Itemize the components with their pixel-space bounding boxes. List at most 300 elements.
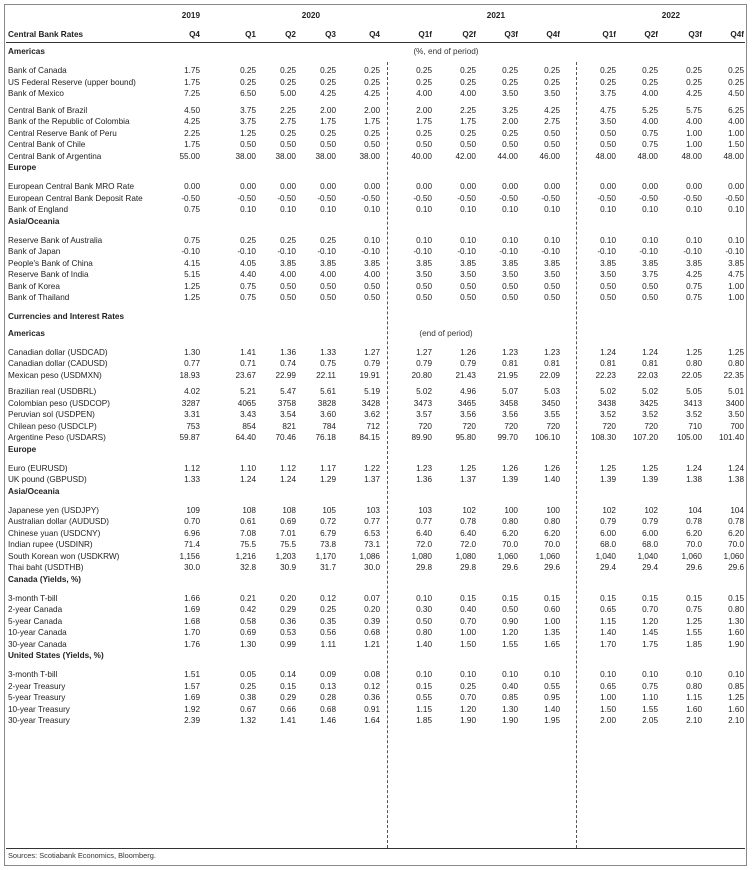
table-cell: 0.25 [416,66,432,75]
table-cell: 0.25 [364,128,380,138]
table-cell: 1.69 [184,605,200,614]
table-cell: 3450 [541,398,560,408]
table-cell: 7.01 [280,528,296,538]
table-cell: 0.78 [728,517,744,526]
table-cell: 6.40 [416,528,432,538]
table-cell: 1.29 [320,475,336,484]
table-cell: 1.25 [642,463,658,473]
units-note: (%, end of period) [413,47,479,56]
table-cell: 1,086 [359,551,380,561]
table-cell: 29.4 [600,563,616,572]
table-cell: 55.00 [179,151,200,161]
table-cell: 0.25 [686,77,702,87]
table-cell: 3.85 [460,258,476,268]
table-cell: -0.10 [683,247,702,256]
table-cell: 0.20 [364,605,380,614]
table-cell: 0.15 [600,593,616,603]
table-cell: -0.10 [277,247,296,256]
table-cell: 0.15 [502,593,518,603]
row-label: Canadian dollar (CADUSD) [8,359,108,368]
table-cell: 2.05 [642,716,658,725]
table-cell: 0.10 [642,670,658,679]
table-cell: 4.00 [320,270,336,279]
table-cell: 0.38 [240,693,256,702]
table-cell: 1.41 [240,347,256,357]
table-cell: 38.00 [315,151,336,161]
table-cell: 4.00 [642,117,658,126]
table-cell: 0.00 [686,182,702,191]
table-cell: 4.00 [364,270,380,279]
table-row [0,539,752,551]
table-cell: 1.75 [642,639,658,649]
table-cell: 3.85 [544,258,560,268]
table-cell: 0.05 [240,670,256,679]
table-cell: 3.56 [502,410,518,419]
table-cell: 64.40 [235,433,256,442]
table-cell: 0.10 [642,205,658,214]
table-cell: 0.69 [240,628,256,637]
row-label: Chinese yuan (USDCNY) [8,528,101,538]
table-cell: -0.10 [237,247,256,256]
table-cell: 0.91 [364,704,380,714]
row-label: Reserve Bank of Australia [8,235,103,245]
table-cell: 0.70 [460,616,476,626]
table-cell: -0.50 [237,193,256,203]
table-row [0,616,752,628]
section-header-label: Europe [8,444,37,454]
table-row [0,281,752,293]
table-cell: 0.25 [502,66,518,75]
table-cell: 1.70 [600,639,616,649]
table-cell: 0.10 [416,205,432,214]
table-cell: 1.55 [686,628,702,637]
row-label: Mexican peso (USDMXN) [8,370,102,380]
table-cell: 854 [242,421,256,431]
table-cell: 101.40 [718,433,744,442]
table-cell: 0.10 [600,235,616,245]
table-cell: 4.25 [544,105,560,115]
table-cell: 0.25 [600,77,616,87]
table-cell: 1.10 [240,463,256,473]
table-cell: 0.75 [184,205,200,214]
table-cell: 0.50 [240,140,256,149]
table-cell: 0.81 [502,359,518,368]
table-cell: 1.25 [686,347,702,357]
table-cell: 4.75 [600,105,616,115]
table-cell: 720 [462,421,476,431]
table-cell: 0.29 [280,605,296,614]
table-cell: 1.76 [184,639,200,649]
table-cell: 1.66 [184,593,200,603]
table-cell: 3.25 [502,105,518,115]
table-cell: 0.09 [320,670,336,679]
table-cell: 0.50 [502,281,518,291]
table-cell: 4.75 [728,270,744,279]
table-cell: -0.50 [499,193,518,203]
table-cell: -0.50 [317,193,336,203]
table-cell: 1.15 [686,693,702,702]
table-cell: 1.33 [184,475,200,484]
table-cell: 6.20 [686,528,702,538]
table-cell: 0.00 [460,182,476,191]
row-label: European Central Bank MRO Rate [8,182,135,191]
row-label: 5-year Treasury [8,693,66,702]
table-cell: -0.10 [597,247,616,256]
table-cell: 95.80 [455,433,476,442]
table-cell: 0.25 [460,681,476,691]
header-rule [6,42,745,43]
table-cell: 22.03 [637,370,658,380]
table-cell: 720 [644,421,658,431]
table-cell: 0.75 [240,293,256,302]
table-cell: 1,060 [497,551,518,561]
table-cell: 1.20 [642,616,658,626]
table-cell: 4.00 [728,117,744,126]
row-label: Central Bank of Argentina [8,151,102,161]
quarter-header: Q1f [602,30,616,39]
table-cell: 6.53 [364,528,380,538]
table-cell: 6.96 [184,528,200,538]
table-cell: 0.20 [280,593,296,603]
row-label: Central Bank of Chile [8,140,86,149]
table-cell: 100 [546,505,560,515]
table-cell: 0.50 [460,140,476,149]
table-cell: 1.90 [502,716,518,725]
table-cell: 29.8 [460,563,476,572]
table-cell: 6.25 [728,105,744,115]
row-label: Bank of England [8,205,69,214]
table-cell: 109 [186,505,200,515]
quarter-header-row [0,29,752,41]
section-header-label: United States (Yields, %) [8,651,104,660]
table-row [0,235,752,247]
table-cell: 6.20 [502,528,518,538]
row-label: Brazilian real (USDBRL) [8,387,97,396]
table-cell: 710 [688,421,702,431]
table-cell: 0.00 [240,182,256,191]
table-cell: 0.65 [600,681,616,691]
table-cell: 0.50 [544,140,560,149]
row-label: Canadian dollar (USDCAD) [8,347,108,357]
table-cell: 76.18 [315,433,336,442]
table-cell: 3.55 [544,410,560,419]
table-cell: 1.20 [460,704,476,714]
table-cell: 0.50 [416,140,432,149]
row-label: Central Bank of Brazil [8,105,88,115]
section-title-label: Currencies and Interest Rates [8,311,125,321]
table-cell: 0.25 [460,77,476,87]
table-cell: 107.20 [632,433,658,442]
row-label: Japanese yen (USDJPY) [8,505,100,515]
table-cell: 0.50 [364,293,380,302]
table-cell: 5.75 [686,105,702,115]
table-row [0,692,752,704]
table-cell: 5.47 [280,387,296,396]
table-cell: 32.8 [240,563,256,572]
table-cell: 84.15 [359,433,380,442]
section-header [0,162,752,174]
table-row [0,193,752,205]
table-cell: 108 [242,505,256,515]
table-cell: 3.57 [416,410,432,419]
table-cell: 0.15 [280,681,296,691]
table-cell: 0.10 [502,235,518,245]
table-cell: 0.25 [320,128,336,138]
table-cell: 0.70 [642,605,658,614]
table-cell: 1.23 [544,347,560,357]
table-cell: 1.40 [416,639,432,649]
table-cell: 70.0 [502,540,518,549]
table-cell: 0.25 [320,77,336,87]
table-cell: 1.65 [544,639,560,649]
table-cell: 1.55 [502,639,518,649]
table-cell: -0.10 [181,247,200,256]
table-cell: 105 [322,505,336,515]
table-cell: 0.50 [600,281,616,291]
table-cell: 0.10 [686,205,702,214]
table-cell: 720 [546,421,560,431]
table-cell: 0.36 [364,693,380,702]
table-cell: 0.55 [544,681,560,691]
table-cell: 0.75 [642,681,658,691]
table-cell: 0.53 [280,628,296,637]
quarter-header: Q4 [189,30,200,39]
table-cell: 1.90 [460,716,476,725]
row-label: People's Bank of China [8,258,93,268]
table-cell: 1,216 [235,551,256,561]
table-cell: 1.30 [502,704,518,714]
table-cell: 89.90 [411,433,432,442]
table-cell: 1.10 [642,693,658,702]
table-cell: 75.5 [240,540,256,549]
divider-2022 [576,62,577,848]
table-cell: 0.25 [544,66,560,75]
row-label: Australian dollar (AUDUSD) [8,517,110,526]
table-cell: 0.25 [320,605,336,614]
table-cell: 0.25 [364,77,380,87]
table-cell: 0.68 [320,704,336,714]
table-cell: 0.50 [280,293,296,302]
table-row [0,77,752,89]
table-cell: 0.25 [502,77,518,87]
divider-2021 [387,62,388,848]
table-cell: 1.51 [184,670,200,679]
table-cell: 1.50 [728,140,744,149]
table-cell: 1.17 [320,463,336,473]
table-cell: 1.64 [364,716,380,725]
table-cell: 1.24 [686,463,702,473]
table-cell: 48.00 [595,151,616,161]
table-cell: 0.00 [600,182,616,191]
table-cell: 0.00 [320,182,336,191]
table-cell: 1.41 [280,716,296,725]
row-label: UK pound (GBPUSD) [8,475,87,484]
table-cell: 1,080 [455,551,476,561]
table-cell: 0.00 [184,182,200,191]
table-cell: 5.02 [416,387,432,396]
table-cell: -0.10 [457,247,476,256]
table-cell: 2.00 [600,716,616,725]
row-label: Reserve Bank of India [8,270,89,279]
row-label: Bank of Mexico [8,89,64,98]
table-cell: 0.13 [320,681,336,691]
table-cell: 3.50 [544,89,560,98]
table-cell: 1,040 [595,551,616,561]
table-cell: 0.80 [728,605,744,614]
table-cell: 7.25 [184,89,200,98]
table-cell: 1.40 [544,704,560,714]
table-cell: 0.12 [320,593,336,603]
table-cell: 3.85 [416,258,432,268]
table-row [0,181,752,193]
table-cell: 1.50 [460,639,476,649]
table-cell: 1.75 [184,77,200,87]
row-label: US Federal Reserve (upper bound) [8,77,136,87]
section-header [0,650,752,662]
table-cell: 3.85 [728,258,744,268]
table-cell: 0.50 [416,616,432,626]
table-cell: 44.00 [497,151,518,161]
table-cell: 0.15 [416,681,432,691]
table-cell: 0.90 [502,616,518,626]
table-cell: 1.60 [728,704,744,714]
table-cell: 19.91 [359,370,380,380]
table-cell: 1,060 [723,551,744,561]
table-cell: 0.40 [502,681,518,691]
table-cell: 4.00 [642,89,658,98]
table-cell: 0.25 [460,66,476,75]
table-cell: 3.52 [600,410,616,419]
table-cell: 108.30 [590,433,616,442]
table-cell: 22.11 [316,370,336,380]
table-cell: 0.75 [240,281,256,291]
table-cell: -0.50 [413,193,432,203]
table-cell: 0.00 [364,182,380,191]
table-cell: 2.10 [728,716,744,725]
table-cell: 1.60 [728,628,744,637]
table-cell: 0.15 [460,593,476,603]
table-cell: 0.50 [320,293,336,302]
table-cell: 1,170 [315,551,336,561]
table-cell: 0.08 [364,670,380,679]
row-label: Chilean peso (USDCLP) [8,421,97,431]
table-cell: 0.67 [240,704,256,714]
table-cell: 0.81 [642,359,658,368]
table-cell: 4.50 [184,105,200,115]
table-cell: 73.1 [364,540,380,549]
table-cell: 0.40 [460,605,476,614]
table-cell: 0.75 [686,281,702,291]
table-cell: 1.23 [502,347,518,357]
table-cell: 0.30 [416,605,432,614]
table-cell: 3.43 [240,410,256,419]
table-cell: 70.0 [728,540,744,549]
table-cell: 1.00 [728,128,744,138]
table-cell: 0.80 [544,517,560,526]
table-cell: 0.10 [364,205,380,214]
table-cell: 4.05 [240,258,256,268]
table-cell: 104 [688,505,702,515]
table-cell: 5.07 [502,387,518,396]
table-cell: 22.09 [539,370,560,380]
table-cell: 0.10 [686,235,702,245]
table-cell: 0.66 [280,704,296,714]
table-cell: 1.35 [544,628,560,637]
table-cell: 103 [418,505,432,515]
table-row [0,528,752,540]
table-cell: 0.25 [728,66,744,75]
table-cell: -0.50 [683,193,702,203]
table-cell: 48.00 [681,151,702,161]
table-cell: 1.70 [184,628,200,637]
table-cell: 0.10 [416,593,432,603]
table-cell: 1.75 [364,117,380,126]
table-cell: 1.75 [184,140,200,149]
table-cell: 0.25 [240,66,256,75]
table-row [0,358,752,370]
table-cell: 5.15 [184,270,200,279]
table-cell: 0.25 [320,235,336,245]
quarter-header: Q2f [462,30,476,39]
row-label: 3-month T-bill [8,593,58,603]
table-cell: 1.75 [460,117,476,126]
table-cell: 1.40 [600,628,616,637]
table-cell: 0.69 [280,517,296,526]
table-cell: 3.75 [600,89,616,98]
table-cell: 0.79 [416,359,432,368]
table-cell: -0.50 [457,193,476,203]
table-cell: 0.25 [544,77,560,87]
table-cell: 3413 [683,398,702,408]
table-cell: 1.00 [686,128,702,138]
table-cell: 1.37 [460,475,476,484]
table-cell: 0.50 [416,293,432,302]
table-cell: 4.25 [184,117,200,126]
table-cell: 1.24 [280,475,296,484]
table-cell: 0.50 [364,140,380,149]
table-cell: 72.0 [460,540,476,549]
table-cell: 1.26 [544,463,560,473]
table-row [0,88,752,100]
table-row [0,65,752,77]
table-cell: 1.12 [280,463,296,473]
table-row [0,627,752,639]
table-cell: 0.50 [600,293,616,302]
row-label: Indian rupee (USDINR) [8,540,93,549]
table-cell: 1.38 [686,475,702,484]
table-cell: 0.39 [364,616,380,626]
table-cell: 0.77 [184,359,200,368]
table-row [0,258,752,270]
section-header-label: Americas [8,328,45,338]
table-cell: -0.50 [277,193,296,203]
table-cell: 1.50 [600,704,616,714]
table-cell: 3.60 [320,410,336,419]
table-cell: 102 [644,505,658,515]
row-label: Colombian peso (USDCOP) [8,398,110,408]
table-cell: 0.50 [460,293,476,302]
table-cell: 1.00 [544,616,560,626]
row-label: 3-month T-bill [8,670,58,679]
table-cell: 4.50 [728,89,744,98]
table-cell: 1,080 [411,551,432,561]
table-cell: 2.25 [460,105,476,115]
table-row [0,463,752,475]
table-cell: 29.4 [642,563,658,572]
table-cell: 1.24 [600,347,616,357]
table-cell: 0.25 [280,66,296,75]
table-cell: 1.68 [184,616,200,626]
